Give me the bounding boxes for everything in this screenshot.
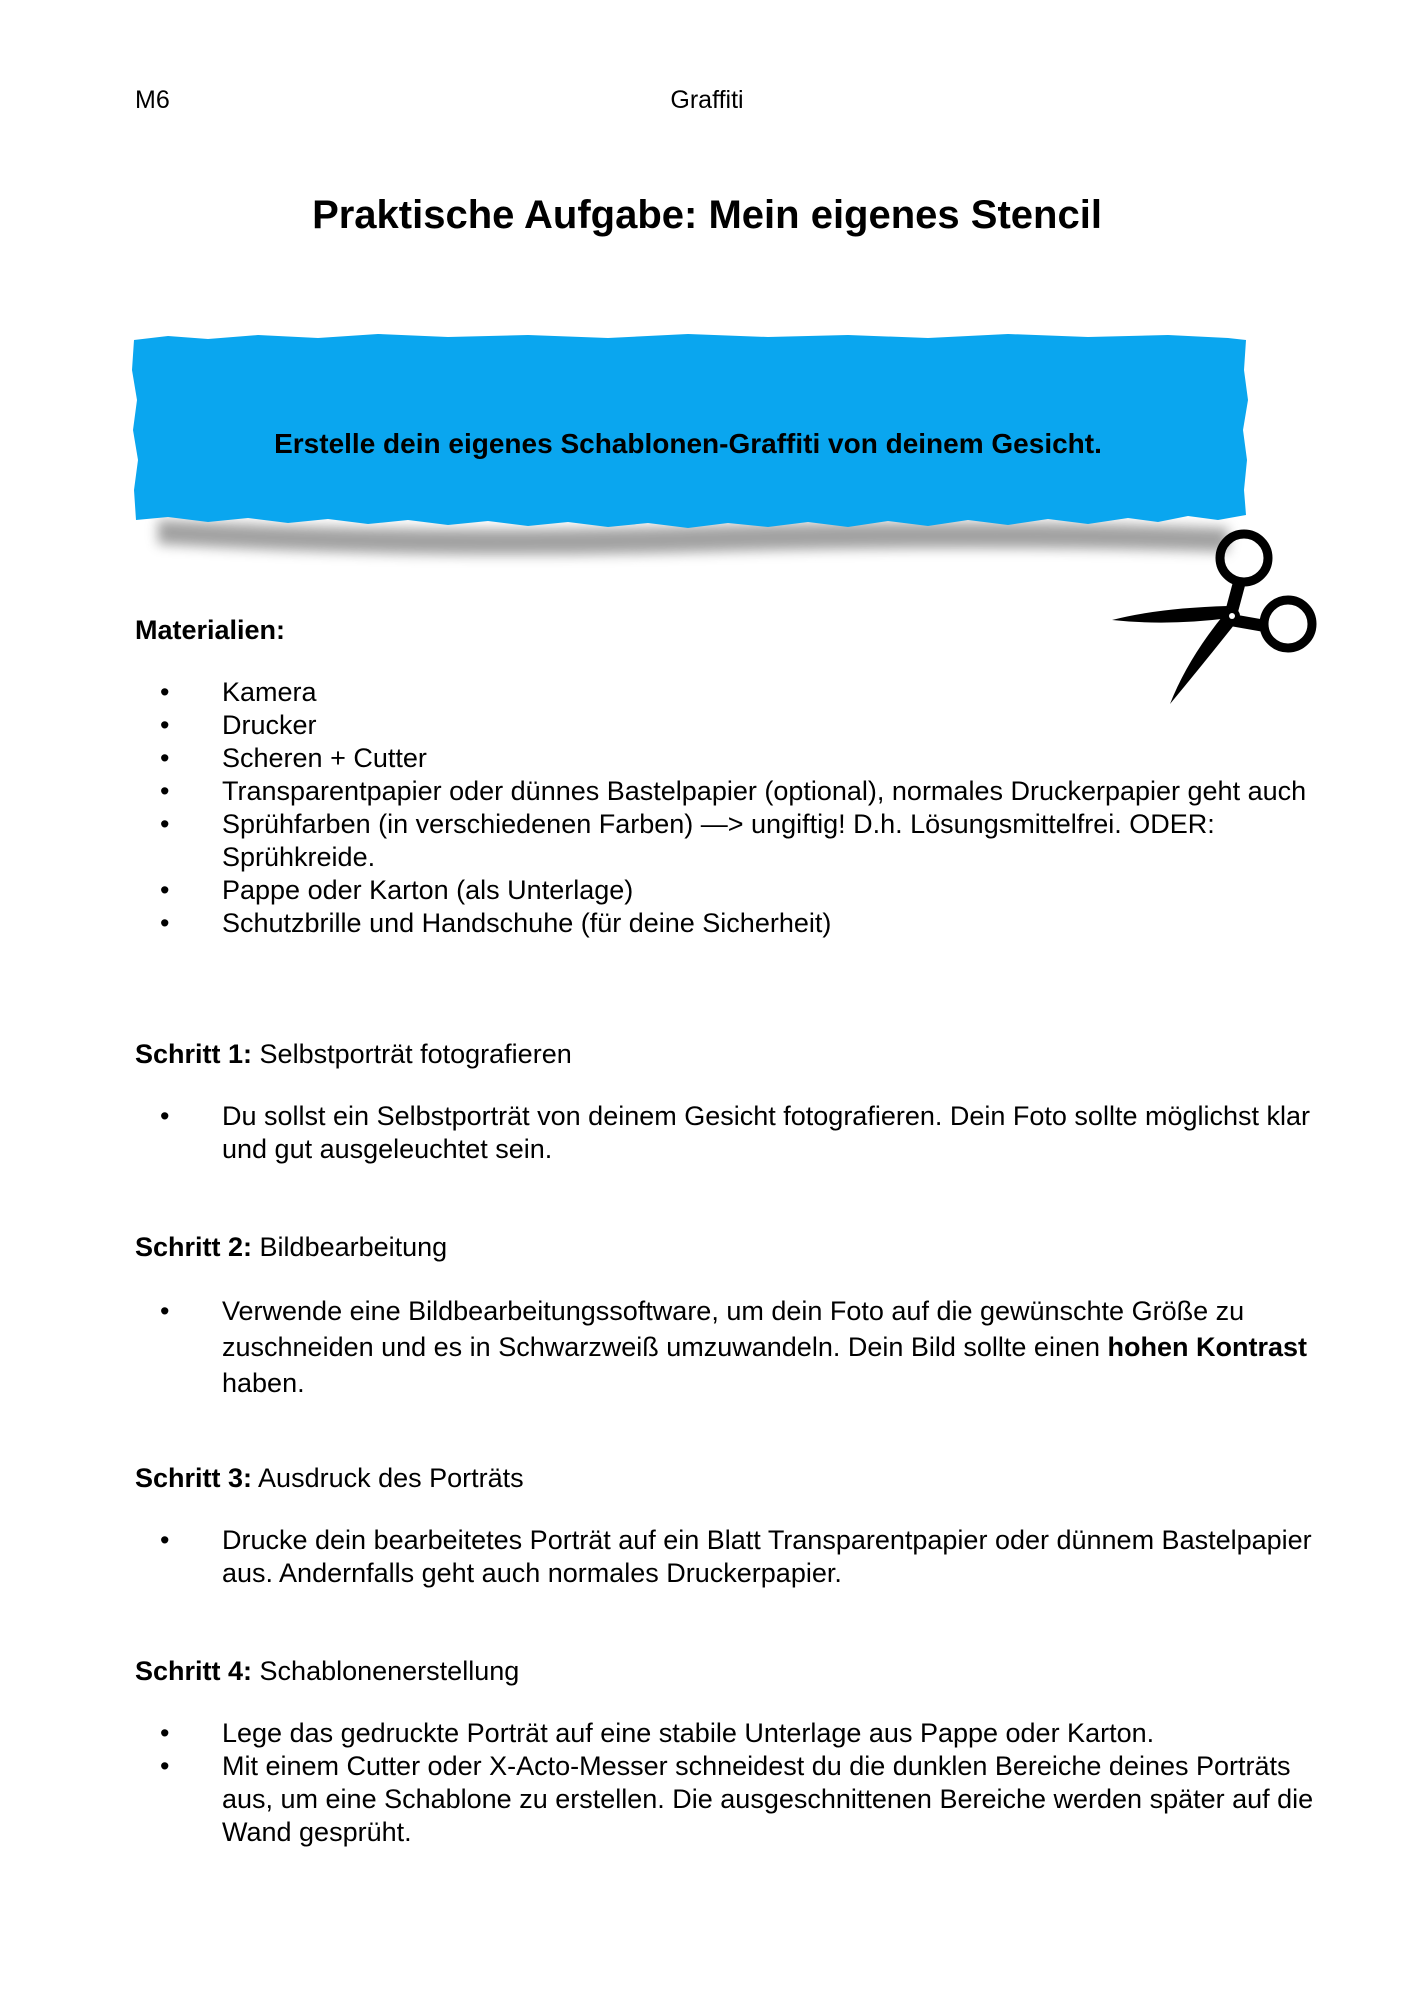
materials-heading: Materialien:	[135, 615, 286, 645]
list-item: • Du sollst ein Selbstporträt von deinem Gesicht fotografieren. Dein Foto sollte möglichst klar und gut ausgeleuchtet sein.	[135, 1100, 1315, 1166]
list-item: • Drucke dein bearbeitetes Porträt auf ein Blatt Transparentpapier oder dünnem Bastelpapier aus. Andernfalls geht auch normales Druckerpapier.	[135, 1524, 1315, 1590]
step-3-heading: Schritt 3: Ausdruck des Porträts	[135, 1463, 524, 1493]
list-item: • Schutzbrille und Handschuhe (für deine Sicherheit)	[135, 907, 1315, 940]
list-item: • Verwende eine Bildbearbeitungssoftware, um dein Foto auf die gewünschte Größe zu zuschneiden und es in Schwarzweiß umzuwandeln. Dein Bild sollte einen hohen Kontrast haben.	[135, 1293, 1315, 1401]
list-item: • Pappe oder Karton (als Unterlage)	[135, 874, 1315, 907]
list-item: • Drucker	[135, 709, 1315, 742]
list-item: • Sprühfarben (in verschiedenen Farben) —> ungiftig! D.h. Lösungsmittelfrei. ODER: Sprühkreide.	[135, 808, 1315, 874]
materials-list	[135, 676, 1315, 940]
step-4-heading: Schritt 4: Schablonenerstellung	[135, 1656, 520, 1686]
step-4-section	[135, 1655, 1315, 1849]
step-1-heading: Schritt 1: Selbstporträt fotografieren	[135, 1039, 572, 1069]
step-2-section	[135, 1231, 1315, 1401]
emphasis-text: hohen Kontrast	[1107, 1332, 1307, 1362]
list-item: • Lege das gedruckte Porträt auf eine stabile Unterlage aus Pappe oder Karton.	[135, 1717, 1315, 1750]
header-topic: Graffiti	[670, 86, 744, 114]
list-item: • Scheren + Cutter	[135, 742, 1315, 775]
list-item: • Kamera	[135, 676, 1315, 709]
list-item: • Transparentpapier oder dünnes Bastelpapier (optional), normales Druckerpapier geht auch	[135, 775, 1315, 808]
step-3-section	[135, 1462, 1315, 1590]
list-item: • Mit einem Cutter oder X-Acto-Messer schneidest du die dunklen Bereiche deines Porträts aus, um eine Schablone zu erstellen. Die ausgeschnittenen Bereiche werden später auf die Wand gesprüht.	[135, 1750, 1315, 1849]
task-banner	[128, 330, 1268, 570]
step-2-heading: Schritt 2: Bildbearbeitung	[135, 1232, 448, 1262]
header-code: M6	[135, 86, 170, 114]
step-1-section	[135, 1038, 1315, 1166]
materials-section	[135, 614, 1315, 940]
page-title: Praktische Aufgabe: Mein eigenes Stencil	[312, 193, 1102, 237]
banner-text: Erstelle dein eigenes Schablonen-Graffiti von deinem Gesicht.	[274, 428, 1102, 459]
